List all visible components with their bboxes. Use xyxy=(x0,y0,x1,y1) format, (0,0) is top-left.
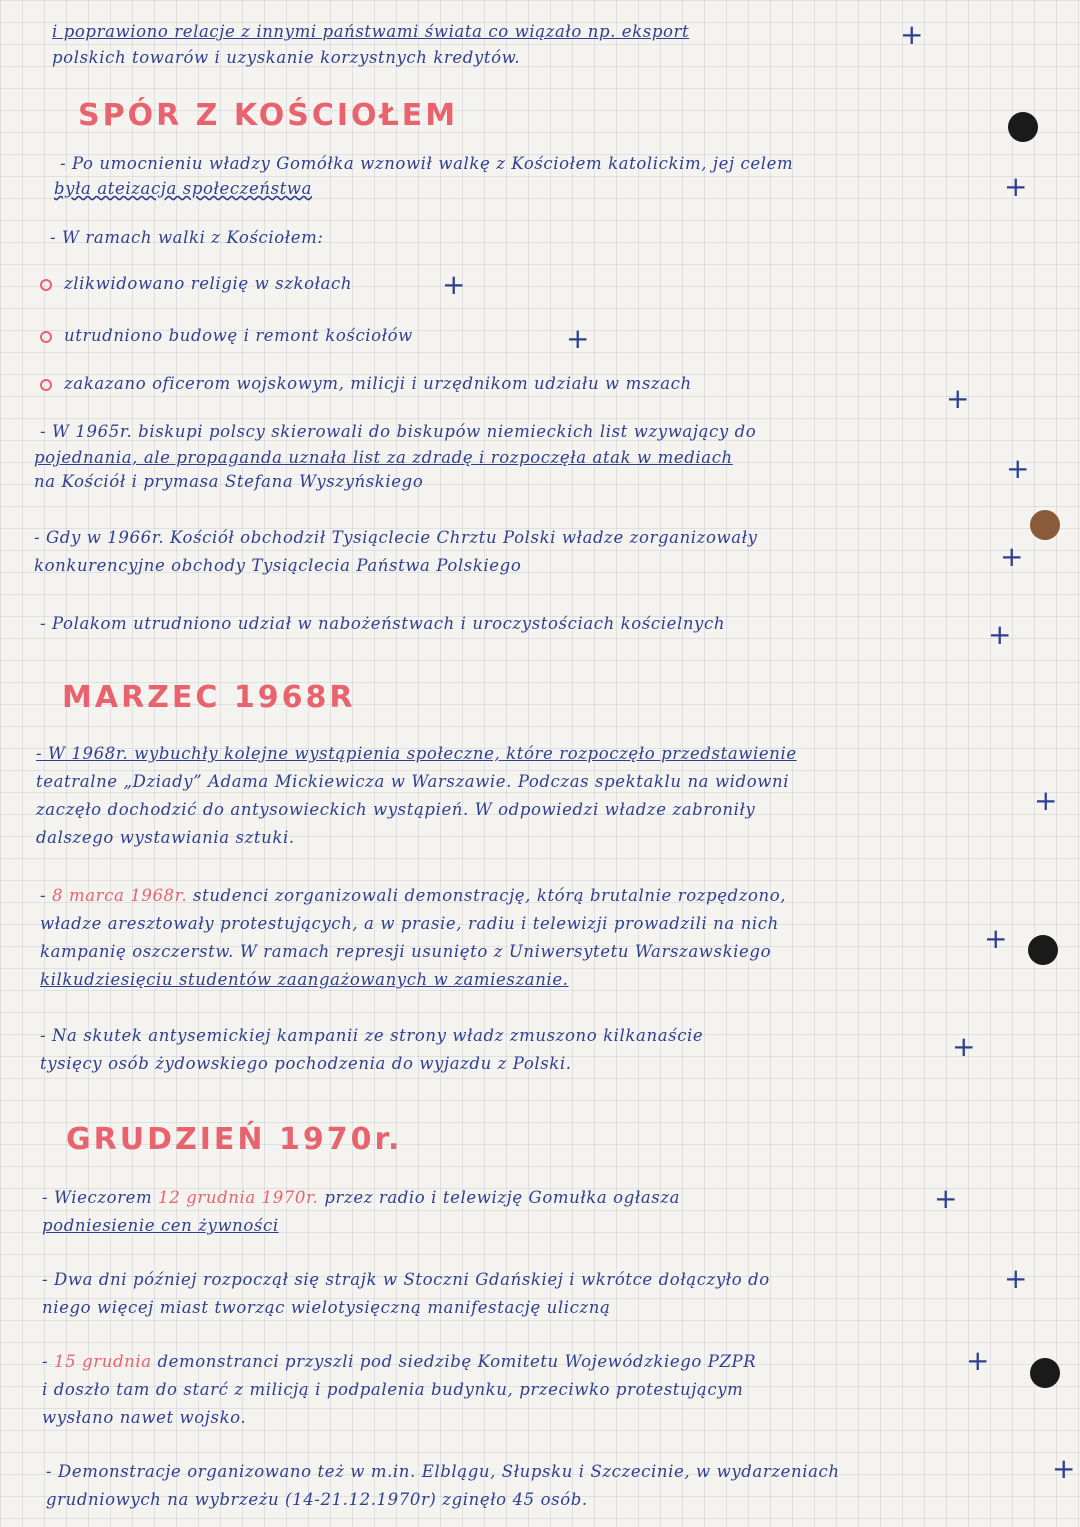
intro-paragraph xyxy=(52,18,1012,70)
note-line: podniesienie cen żywności xyxy=(42,1216,279,1235)
binder-hole xyxy=(1028,935,1058,965)
note-line: wysłano nawet wojsko. xyxy=(42,1408,247,1427)
note-line: polskich towarów i uzyskanie korzystnych kredytów. xyxy=(52,48,521,67)
note-line: - Na skutek antysemickiej kampanii ze strony władz zmuszono kilkanaście xyxy=(40,1026,704,1045)
note-line: grudniowych na wybrzeżu (14-21.12.1970r) zginęło 45 osób. xyxy=(46,1490,588,1509)
paragraph xyxy=(40,882,1000,994)
note-line: była ateizacja społeczeństwa xyxy=(54,179,313,198)
paragraph xyxy=(40,1022,1000,1078)
note-text: demonstranci przyszli pod siedzibę Komitetu Wojewódzkiego PZPR xyxy=(151,1352,757,1371)
plus-mark: + xyxy=(966,1344,990,1377)
note-line xyxy=(40,370,1000,398)
bullet-text: utrudniono budowę i remont kościołów xyxy=(64,326,413,345)
note-text: studenci zorganizowali demonstrację, którą brutalnie rozpędzono, xyxy=(187,886,787,905)
note-line: i doszło tam do starć z milicją i podpalenia budynku, przeciwko protestującym xyxy=(42,1380,744,1399)
note-line: pojednania, ale propaganda uznała list za zdradę i rozpoczęła atak w mediach xyxy=(34,448,733,467)
note-line: i poprawiono relacje z innymi państwami świata co wiązało np. eksport xyxy=(52,22,690,41)
note-text: - Wieczorem xyxy=(42,1188,159,1207)
note-line: teatralne „Dziady” Adama Mickiewicza w Warszawie. Podczas spektaklu na widowni xyxy=(36,772,790,791)
note-line: - W ramach walki z Kościołem: xyxy=(50,228,324,247)
date-highlight: 8 marca 1968r. xyxy=(52,886,188,905)
section-heading-marzec: MARZEC 1968R xyxy=(62,680,356,715)
plus-mark: + xyxy=(566,322,590,355)
note-line: konkurencyjne obchody Tysiąclecia Państwa Polskiego xyxy=(34,556,522,575)
paragraph xyxy=(40,224,1000,252)
paragraph xyxy=(40,150,1000,200)
note-line: - W 1965r. biskupi polscy skierowali do biskupów niemieckich list wzywający do xyxy=(40,422,757,441)
binder-hole xyxy=(1008,112,1038,142)
note-line: tysięcy osób żydowskiego pochodzenia do wyjazdu z Polski. xyxy=(40,1054,572,1073)
note-line: - Demonstracje organizowano też w m.in. Elblągu, Słupsku i Szczecinie, w wydarzeniach xyxy=(46,1462,840,1481)
plus-mark: + xyxy=(1006,452,1030,485)
plus-mark: + xyxy=(934,1182,958,1215)
plus-mark: + xyxy=(1004,1262,1028,1295)
binder-hole xyxy=(1030,1358,1060,1388)
date-highlight: 15 grudnia xyxy=(54,1352,152,1371)
plus-mark: + xyxy=(442,268,466,301)
bullet-text: zakazano oficerom wojskowym, milicji i urzędnikom udziału w mszach xyxy=(64,374,692,393)
paragraph xyxy=(42,1184,1002,1240)
note-line: dalszego wystawiania sztuki. xyxy=(36,828,295,847)
bullet-marker xyxy=(40,331,52,343)
note-line: władze aresztowały protestujących, a w prasie, radiu i telewizji prowadzili na nich xyxy=(40,914,779,933)
note-line: - Po umocnieniu władzy Gomółka wznowił walkę z Kościołem katolickim, jej celem xyxy=(60,154,794,173)
note-text: przez radio i telewizję Gomułka ogłasza xyxy=(318,1188,681,1207)
note-line xyxy=(40,322,1000,350)
note-line: - Gdy w 1966r. Kościół obchodził Tysiąclecie Chrztu Polski władze zorganizowały xyxy=(34,528,758,547)
note-line: - W 1968r. wybuchły kolejne wystąpienia społeczne, które rozpoczęło przedstawienie xyxy=(36,744,797,763)
paragraph xyxy=(42,1348,1002,1432)
note-line: zaczęło dochodzić do antysowieckich wystąpień. W odpowiedzi władze zabroniły xyxy=(36,800,756,819)
plus-mark: + xyxy=(1004,170,1028,203)
plus-mark: + xyxy=(988,618,1012,651)
bullet-item xyxy=(40,270,1000,298)
bullet-item xyxy=(40,322,1000,350)
note-line: na Kościół i prymasa Stefana Wyszyńskiego xyxy=(34,472,424,491)
bullet-marker xyxy=(40,379,52,391)
section-heading-grudzien: GRUDZIEŃ 1970r. xyxy=(66,1122,403,1157)
binder-hole xyxy=(1030,510,1060,540)
note-line xyxy=(40,270,1000,298)
note-line: niego więcej miast tworząc wielotysięczną manifestację uliczną xyxy=(42,1298,611,1317)
note-line: kilkudziesięciu studentów zaangażowanych w zamieszanie. xyxy=(40,970,569,989)
bullet-marker xyxy=(40,279,52,291)
section-heading-spor: SPÓR Z KOŚCIOŁEM xyxy=(78,98,459,133)
bullet-item xyxy=(40,370,1000,398)
paragraph xyxy=(42,1266,1002,1322)
bullet-text: zlikwidowano religię w szkołach xyxy=(64,274,353,293)
plus-mark: + xyxy=(1052,1452,1076,1485)
plus-mark: + xyxy=(1034,784,1058,817)
plus-mark: + xyxy=(984,922,1008,955)
paragraph xyxy=(34,524,994,580)
date-highlight: 12 grudnia 1970r. xyxy=(158,1188,319,1207)
plus-mark: + xyxy=(946,382,970,415)
paragraph xyxy=(36,740,996,852)
plus-mark: + xyxy=(952,1030,976,1063)
paragraph xyxy=(40,610,1000,638)
note-line: - Polakom utrudniono udział w nabożeństwach i uroczystościach kościelnych xyxy=(40,614,726,633)
note-line: - 8 marca 1968r. studenci zorganizowali demonstrację, którą brutalnie rozpędzono, xyxy=(40,886,787,905)
plus-mark: + xyxy=(900,18,924,51)
note-line: kampanię oszczerstw. W ramach represji usunięto z Uniwersytetu Warszawskiego xyxy=(40,942,772,961)
paragraph xyxy=(46,1458,1006,1514)
note-line xyxy=(42,1184,1002,1212)
paragraph xyxy=(34,418,994,494)
plus-mark: + xyxy=(1000,540,1024,573)
note-line: - Dwa dni później rozpoczął się strajk w Stoczni Gdańskiej i wkrótce dołączyło do xyxy=(42,1270,770,1289)
note-line: - 15 grudnia demonstranci przyszli pod siedzibę Komitetu Wojewódzkiego PZPR xyxy=(42,1352,757,1371)
